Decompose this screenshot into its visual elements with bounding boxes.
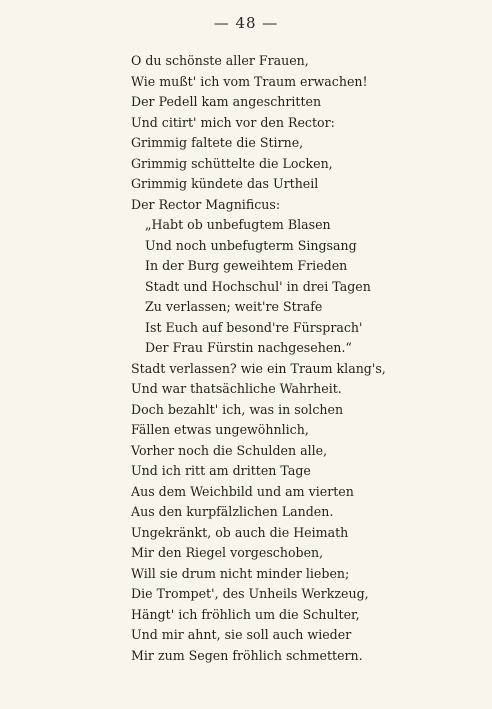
verse-line: Wie mußt' ich vom Traum erwachen! (131, 73, 368, 89)
verse-line: Der Rector Magnificus: (131, 196, 281, 212)
verse-line: Ungekränkt, ob auch die Heimath (131, 524, 349, 540)
verse-line: Zu verlassen; weit're Strafe (145, 299, 323, 314)
verse-line: Grimmig faltete die Stirne, (131, 135, 304, 150)
verse-line: Und citirt' mich vor den Rector: (131, 114, 335, 130)
verse-line: „Habt ob unbefugtem Blasen (145, 217, 331, 232)
verse-line: Grimmig schüttelte die Locken, (131, 155, 333, 171)
verse-line: Mir zum Segen fröhlich schmettern. (131, 647, 363, 663)
verse-line: Und mir ahnt, sie soll auch wieder (131, 627, 352, 642)
verse-line: Die Trompet', des Unheils Werkzeug, (131, 586, 369, 601)
verse-line: Stadt und Hochschul' in drei Tagen (145, 278, 371, 294)
verse-line: Stadt verlassen? wie ein Traum klang's, (131, 360, 386, 376)
verse-line: Der Pedell kam angeschritten (131, 94, 322, 109)
verse-line: Und noch unbefugterm Singsang (145, 237, 357, 253)
verse-line: Grimmig kündete das Urtheil (131, 176, 319, 191)
verse-line: Vorher noch die Schulden alle, (131, 442, 328, 458)
verse-line: Der Frau Fürstin nachgesehen.“ (145, 340, 352, 355)
verse-line: Hängt' ich fröhlich um die Schulter, (131, 606, 360, 622)
verse-line: Doch bezahlt' ich, was in solchen (131, 401, 344, 417)
verse-line: Und ich ritt am dritten Tage (131, 463, 311, 478)
verse-line: Ist Euch auf besond're Fürsprach' (145, 319, 363, 335)
verse-line: O du schönste aller Frauen, (131, 53, 309, 68)
verse-line: Aus dem Weichbild und am vierten (131, 483, 354, 499)
verse-line: In der Burg geweihtem Frieden (145, 258, 348, 273)
verse-line: Aus den kurpfälzlichen Landen. (131, 504, 334, 519)
verse-line: Will sie drum nicht minder lieben; (131, 565, 350, 581)
verse-line: Und war thatsächliche Wahrheit. (131, 381, 342, 396)
verse-line: Fällen etwas ungewöhnlich, (131, 422, 309, 437)
verse-line: Mir den Riegel vorgeschoben, (131, 545, 324, 560)
page-number: — 48 — (213, 14, 279, 32)
poem-text (131, 51, 452, 666)
